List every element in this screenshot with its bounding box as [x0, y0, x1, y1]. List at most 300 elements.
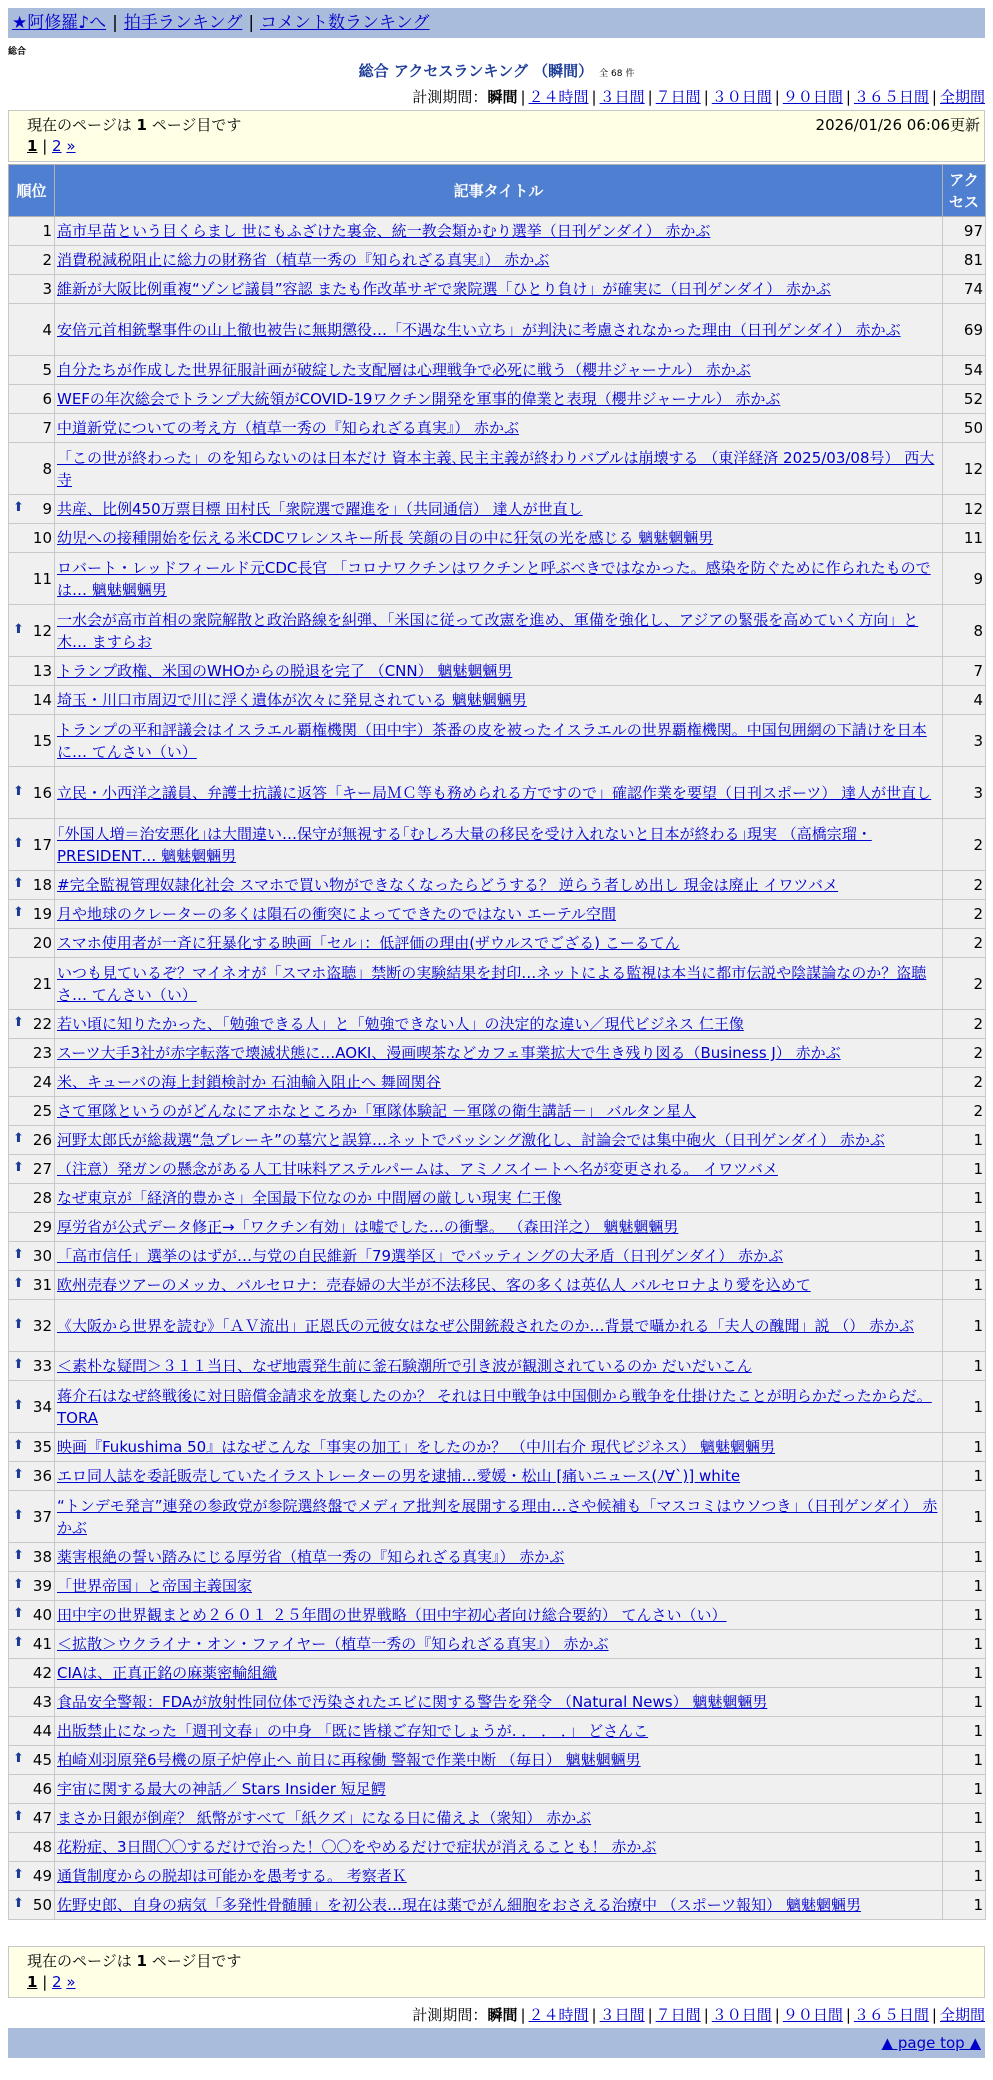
rank-number: 33 — [32, 1357, 52, 1375]
title-cell — [55, 1659, 943, 1688]
article-link[interactable]: 通貨制度からの脱却は可能かを愚考する。 考察者Ｋ — [57, 1867, 407, 1885]
rank-number: 50 — [32, 1896, 52, 1914]
article-link[interactable]: 「この世が終わった」のを知らないのは日本だけ 資本主義､民主主義が終わりバブルは崩壊する （東洋経済 2025/03/08号） 西大寺 — [57, 448, 935, 489]
rank-cell — [9, 1804, 55, 1833]
article-link[interactable]: 立民・小西洋之議員、弁護士抗議に返答「キー局ＭＣ等も務められる方ですので」確認作業を要望（日刊スポーツ） 達人が世直し — [57, 783, 932, 802]
rank-number: 19 — [32, 905, 52, 923]
access-count: 1 — [943, 1126, 986, 1155]
arrow-up-icon: ⬆ — [13, 1467, 24, 1482]
ranking-table — [8, 164, 986, 1920]
article-link[interactable]: 「世界帝国」と帝国主義国家 — [57, 1577, 253, 1595]
rank-number: 13 — [32, 662, 52, 680]
rank-cell — [9, 1572, 55, 1601]
rank-cell — [9, 1010, 55, 1039]
rank-cell — [9, 1213, 55, 1242]
article-link[interactable]: WEFの年次総会でトランプ大統領がCOVID-19ワクチン開発を軍事的偉業と表現（櫻井ジャーナル） 赤かぶ — [57, 390, 781, 408]
arrow-up-icon: ⬆ — [13, 876, 24, 891]
arrow-up-icon: ⬆ — [13, 1247, 24, 1262]
period-link-90d[interactable]: ９０日間 — [782, 2006, 843, 2024]
access-count: 7 — [943, 657, 986, 686]
table-row — [9, 657, 986, 686]
rank-number: 45 — [32, 1751, 52, 1769]
table-row — [9, 605, 986, 657]
rank-cell — [9, 767, 55, 819]
top-nav-bar — [8, 8, 985, 38]
arrow-up-icon: ⬆ — [13, 1867, 24, 1882]
article-link[interactable]: ロバート・レッドフィールド元CDC長官 「コロナワクチンはワクチンと呼ぶべきではなかった。感染を防ぐために作られたものでは… 魑魅魍魎男 — [57, 558, 931, 599]
rank-number: 20 — [32, 934, 52, 952]
access-count: 1 — [943, 1213, 986, 1242]
access-count: 1 — [943, 1543, 986, 1572]
rank-cell — [9, 1630, 55, 1659]
access-count: 1 — [943, 1352, 986, 1381]
table-row — [9, 304, 986, 356]
access-count: 9 — [943, 553, 986, 605]
ranking-title: 総合 アクセスランキング （瞬間） — [358, 62, 594, 80]
arrow-up-icon: ⬆ — [13, 1548, 24, 1563]
article-link[interactable]: 中道新党についての考え方（植草一秀の『知られざる真実』） 赤かぶ — [57, 419, 519, 437]
rank-number: 16 — [32, 783, 52, 802]
title-cell — [55, 1381, 943, 1433]
arrow-up-icon: ⬆ — [13, 1160, 24, 1175]
article-link[interactable]: 幼児への接種開始を伝える米CDCワレンスキー所長 笑顔の目の中に狂気の光を感じる 魑魅魍魎男 — [57, 529, 714, 547]
arrow-up-icon: ⬆ — [13, 1577, 24, 1592]
table-row — [9, 524, 986, 553]
page-info-top — [8, 110, 985, 162]
category-label: 総合 — [8, 47, 27, 57]
page-current: 1 — [27, 137, 38, 155]
article-link[interactable]: 映画『Fukushima 50』はなぜこんな「事実の加工」をしたのか？ （中川右介 現代ビジネス） 魑魅魍魎男 — [57, 1438, 776, 1456]
article-link[interactable]: 食品安全警報：FDAが放射性同位体で汚染されたエビに関する警告を発令 （Natural News） 魑魅魍魎男 — [57, 1693, 768, 1711]
title-cell — [55, 686, 943, 715]
access-count: 1 — [943, 1572, 986, 1601]
title-cell — [55, 1746, 943, 1775]
rank-number: 34 — [32, 1397, 52, 1416]
page-info-bottom — [8, 1946, 985, 1998]
article-link[interactable]: 蒋介石はなぜ終戦後に対日賠償金請求を放棄したのか？ それは日中戦争は中国側から戦争を仕掛けたことが明らかだったからだ。 TORA — [57, 1386, 932, 1427]
rank-number: 41 — [32, 1635, 52, 1653]
table-row — [9, 1601, 986, 1630]
arrow-up-icon: ⬆ — [13, 1357, 24, 1372]
period-link-30d[interactable]: ３０日間 — [711, 2006, 772, 2024]
rank-number: 31 — [32, 1276, 52, 1294]
article-link[interactable]: “トンデモ発言”連発の参政党が参院選終盤でメディア批判を展開する理由…さや候補も「マスコミはウソつき」（日刊ゲンダイ） 赤かぶ — [57, 1496, 938, 1537]
rank-cell — [9, 1462, 55, 1491]
arrow-up-icon: ⬆ — [13, 1606, 24, 1621]
rank-cell — [9, 246, 55, 275]
article-link[interactable]: スマホ使用者が一斉に狂暴化する映画「セル」：低評価の理由(ザウルスでござる) こーるてん — [57, 934, 680, 952]
table-row — [9, 1039, 986, 1068]
arrow-up-icon: ⬆ — [13, 1507, 24, 1523]
rank-cell — [9, 1271, 55, 1300]
article-link[interactable]: ＜素朴な疑問＞３１１当日、なぜ地震発生前に釜石験潮所で引き波が観測されているのか だいだいこん — [57, 1357, 752, 1375]
table-row — [9, 217, 986, 246]
access-count: 81 — [943, 246, 986, 275]
title-cell — [55, 929, 943, 958]
article-link[interactable]: 月や地球のクレーターの多くは隕石の衝突によってできたのではない エーテル空間 — [57, 905, 617, 923]
period-link-24h[interactable]: ２４時間 — [528, 2006, 589, 2024]
rank-cell — [9, 275, 55, 304]
period-link-7d[interactable]: ７日間 — [655, 2006, 701, 2024]
table-row — [9, 715, 986, 767]
period-link-3d[interactable]: ３日間 — [599, 88, 645, 106]
rank-number: 44 — [32, 1722, 52, 1740]
article-link[interactable]: 「高市信任」選挙のはずが…与党の自民維新「79選挙区」でバッティングの大矛盾（日刊ゲンダイ） 赤かぶ — [57, 1247, 784, 1265]
rank-cell — [9, 1155, 55, 1184]
page-link-2[interactable]: 2 — [52, 1973, 62, 1991]
arrow-up-icon: ⬆ — [13, 835, 24, 851]
rank-cell — [9, 443, 55, 495]
access-count: 1 — [943, 1462, 986, 1491]
title-cell — [55, 1213, 943, 1242]
table-row — [9, 1097, 986, 1126]
rank-number: 11 — [32, 569, 52, 588]
title-cell — [55, 385, 943, 414]
arrow-up-icon: ⬆ — [13, 1397, 24, 1413]
rank-cell — [9, 1184, 55, 1213]
article-link[interactable]: 維新が大阪比例重複“ゾンビ議員”容認 またも作改革サギで衆院選「ひとり負け」が確実に（日刊ゲンダイ） 赤かぶ — [57, 280, 831, 298]
updated-timestamp: 2026/01/26 06:06更新 — [815, 116, 980, 134]
arrow-up-icon: ⬆ — [13, 1438, 24, 1453]
table-row — [9, 1804, 986, 1833]
table-row — [9, 900, 986, 929]
arrow-up-icon: ⬆ — [13, 1276, 24, 1291]
period-link-365d[interactable]: ３６５日間 — [853, 2006, 929, 2024]
page-current: 1 — [27, 1973, 38, 1991]
rank-cell — [9, 356, 55, 385]
arrow-up-icon: ⬆ — [13, 1015, 24, 1030]
rank-cell — [9, 1491, 55, 1543]
period-link-365d[interactable]: ３６５日間 — [853, 88, 929, 106]
title-cell — [55, 958, 943, 1010]
table-row — [9, 356, 986, 385]
table-row — [9, 495, 986, 524]
rank-number: 21 — [32, 974, 52, 993]
title-cell — [55, 1097, 943, 1126]
nav-link-asyura[interactable]: ★阿修羅♪へ — [12, 13, 107, 33]
access-count: 1 — [943, 1300, 986, 1352]
page-title — [0, 60, 993, 81]
article-link[interactable]: スーツ大手3社が赤字転落で壊滅状態に…AOKI、漫画喫茶などカフェ事業拡大で生き残り図る（Business J） 赤かぶ — [57, 1044, 841, 1062]
article-link[interactable]: 出版禁止になった「週刊文春」の中身 「既に皆様ご存知でしょうが. ． ． ．」 どさんこ — [57, 1722, 649, 1740]
article-link[interactable]: 薬害根絶の誓い踏みにじる厚労省（植草一秀の『知られざる真実』） 赤かぶ — [57, 1548, 565, 1566]
title-cell — [55, 767, 943, 819]
access-count: 50 — [943, 414, 986, 443]
rank-cell — [9, 900, 55, 929]
title-cell — [55, 1300, 943, 1352]
header-rank: 順位 — [9, 165, 55, 217]
table-row — [9, 1630, 986, 1659]
article-link[interactable]: ＜拡散＞ウクライナ・オン・ファイヤー（植草一秀の『知られざる真実』） 赤かぶ — [57, 1635, 609, 1653]
access-count: 2 — [943, 819, 986, 871]
rank-number: 15 — [32, 731, 52, 750]
title-cell — [55, 356, 943, 385]
arrow-up-icon: ⬆ — [13, 1131, 24, 1146]
article-link[interactable]: 厚労省が公式データ修正→「ワクチン有効」は嘘でした…の衝撃。 （森田洋之） 魑魅魍魎男 — [57, 1218, 679, 1236]
access-count: 1 — [943, 1630, 986, 1659]
nav-link-clap-ranking[interactable]: 拍手ランキング — [123, 13, 243, 33]
arrow-up-icon: ⬆ — [13, 1316, 24, 1332]
article-link[interactable]: （注意）発ガンの懸念がある人工甘味料アステルパームは、アミノスイートへ名が変更される。 イワツバメ — [57, 1160, 778, 1178]
rank-number: 12 — [32, 621, 52, 640]
period-link-90d[interactable]: ９０日間 — [782, 88, 843, 106]
title-cell — [55, 871, 943, 900]
rank-cell — [9, 1543, 55, 1572]
article-link[interactable]: CIAは、正真正銘の麻薬密輸組織 — [57, 1664, 278, 1682]
arrow-up-icon: ⬆ — [13, 500, 24, 515]
rank-number: 8 — [42, 459, 52, 478]
rank-cell — [9, 1097, 55, 1126]
table-row — [9, 929, 986, 958]
access-count: 1 — [943, 1833, 986, 1862]
table-row — [9, 1659, 986, 1688]
rank-cell — [9, 871, 55, 900]
article-link[interactable]: 共産、比例450万票目標 田村氏「衆院選で躍進を」（共同通信） 達人が世直し — [57, 500, 583, 518]
title-cell — [55, 1039, 943, 1068]
article-link[interactable]: 河野太郎氏が総裁選“急ブレーキ”の墓穴と誤算…ネットでバッシング激化し、討論会では集中砲火（日刊ゲンダイ） 赤かぶ — [57, 1131, 885, 1149]
title-cell — [55, 217, 943, 246]
access-count: 1 — [943, 1433, 986, 1462]
rank-cell — [9, 1039, 55, 1068]
rank-cell — [9, 385, 55, 414]
table-row — [9, 1775, 986, 1804]
title-cell — [55, 1630, 943, 1659]
access-count: 54 — [943, 356, 986, 385]
article-link[interactable]: 佐野史郎、自身の病気「多発性骨髄腫」を初公表…現在は薬でがん細胞をおさえる治療中 （スポーツ報知） 魑魅魍魎男 — [57, 1896, 861, 1914]
title-cell — [55, 304, 943, 356]
access-count: 1 — [943, 1242, 986, 1271]
rank-cell — [9, 1126, 55, 1155]
title-cell — [55, 1126, 943, 1155]
period-link-24h[interactable]: ２４時間 — [528, 88, 589, 106]
title-cell — [55, 495, 943, 524]
rank-cell — [9, 1433, 55, 1462]
total-count: 全 68 件 — [599, 69, 635, 79]
article-link[interactable]: 柏崎刈羽原発6号機の原子炉停止へ 前日に再稼働 警報で作業中断 （毎日） 魑魅魍魎男 — [57, 1751, 641, 1769]
table-row — [9, 1184, 986, 1213]
nav-separator: | — [248, 13, 255, 33]
title-cell — [55, 657, 943, 686]
arrow-up-icon: ⬆ — [13, 1751, 24, 1766]
rank-number: 40 — [32, 1606, 52, 1624]
table-row — [9, 1126, 986, 1155]
period-link-7d[interactable]: ７日間 — [655, 88, 701, 106]
period-link-all[interactable]: 全期間 — [939, 2006, 985, 2024]
rank-number: 14 — [32, 691, 52, 709]
rank-number: 35 — [32, 1438, 52, 1456]
article-link[interactable]: 一水会が高市首相の衆院解散と政治路線を糾弾、「米国に従って改憲を進め、軍備を強化し、アジアの緊張を高めていく方向」と木… ますらお — [57, 610, 919, 651]
article-link[interactable]: 若い頃に知りたかった、「勉強できる人」と「勉強できない人」の決定的な違い／現代ビジネス 仁王像 — [57, 1015, 744, 1033]
table-row — [9, 1068, 986, 1097]
rank-cell — [9, 1717, 55, 1746]
access-count: 1 — [943, 1601, 986, 1630]
article-link[interactable]: いつも見ているぞ？マイネオが「スマホ盗聴」禁断の実験結果を封印…ネットによる監視は本当に都市伝説や陰謀論なのか？盗聴さ… てんさい（い） — [57, 963, 927, 1004]
access-count: 12 — [943, 495, 986, 524]
table-row — [9, 819, 986, 871]
table-row — [9, 1213, 986, 1242]
article-link[interactable]: 高市早苗という目くらまし 世にもふざけた裏金、統一教会類かむり選挙（日刊ゲンダイ） 赤かぶ — [57, 222, 711, 240]
rank-cell — [9, 1746, 55, 1775]
nav-separator: | — [112, 13, 118, 33]
access-count: 2 — [943, 900, 986, 929]
access-count: 3 — [943, 715, 986, 767]
rank-number: 3 — [42, 280, 52, 298]
article-link[interactable]: トランプ政権、米国のWHOからの脱退を完了 （CNN） 魑魅魍魎男 — [57, 662, 513, 680]
period-link-30d[interactable]: ３０日間 — [711, 88, 772, 106]
article-link[interactable]: 米、キューバの海上封鎖検討か 石油輸入阻止へ 舞岡関谷 — [57, 1073, 441, 1091]
table-row — [9, 1717, 986, 1746]
title-cell — [55, 553, 943, 605]
pagination-bottom: 1 | 2 » — [27, 1973, 76, 1991]
rank-number: 10 — [32, 529, 52, 547]
article-link[interactable]: ｢外国人増＝治安悪化｣は大間違い…保守が無視する｢むしろ大量の移民を受け入れないと日本が終わる｣現実 （高橋宗瑠・PRESIDENT… 魑魅魍魎男 — [57, 824, 872, 865]
rank-cell — [9, 686, 55, 715]
rank-number: 17 — [32, 835, 52, 854]
rank-number: 46 — [32, 1780, 52, 1798]
article-link[interactable]: #完全監視管理奴隷化社会 スマホで買い物ができなくなったらどうする？ 逆らう者しめ出し 現金は廃止 イワツバメ — [57, 876, 839, 894]
rank-number: 4 — [42, 320, 52, 339]
period-label: 計測期間： — [412, 2006, 488, 2024]
arrow-up-icon: ⬆ — [13, 905, 24, 920]
article-link[interactable]: なぜ東京が「経済的豊かさ」全国最下位なのか 中間層の厳しい現実 仁王像 — [57, 1189, 562, 1207]
table-row — [9, 871, 986, 900]
access-count: 69 — [943, 304, 986, 356]
article-link[interactable]: 田中宇の世界観まとめ２６０１ ２５年間の世界戦略（田中宇初心者向け総合要約） てんさい（い） — [57, 1606, 727, 1624]
article-link[interactable]: まさか日銀が倒産？ 紙幣がすべて「紙クズ」になる日に備えよ（衆知） 赤かぶ — [57, 1809, 592, 1827]
rank-cell — [9, 1688, 55, 1717]
title-cell — [55, 1352, 943, 1381]
access-count: 2 — [943, 958, 986, 1010]
access-count: 1 — [943, 1184, 986, 1213]
arrow-up-icon: ⬆ — [13, 783, 24, 799]
page-info-text: 現在のページは 1 ページ目です — [27, 116, 242, 134]
rank-number: 43 — [32, 1693, 52, 1711]
title-cell — [55, 1433, 943, 1462]
title-cell — [55, 1717, 943, 1746]
table-row — [9, 1543, 986, 1572]
rank-number: 32 — [32, 1316, 52, 1335]
table-row — [9, 553, 986, 605]
page-next-link[interactable]: » — [66, 137, 76, 155]
access-count: 97 — [943, 217, 986, 246]
access-count: 12 — [943, 443, 986, 495]
table-row — [9, 385, 986, 414]
title-cell — [55, 275, 943, 304]
title-cell — [55, 605, 943, 657]
header-title: 記事タイトル — [55, 165, 943, 217]
rank-number: 22 — [32, 1015, 52, 1033]
article-link[interactable]: 埼玉・川口市周辺で川に浮く遺体が次々に発見されている 魑魅魍魎男 — [57, 691, 527, 709]
rank-number: 24 — [32, 1073, 52, 1091]
rank-number: 28 — [32, 1189, 52, 1207]
rank-number: 18 — [32, 876, 52, 894]
title-cell — [55, 1491, 943, 1543]
access-count: 2 — [943, 1010, 986, 1039]
title-cell — [55, 1010, 943, 1039]
arrow-up-icon: ⬆ — [13, 1635, 24, 1650]
page-top-link[interactable]: ▲ page top ▲ — [881, 2034, 981, 2052]
rank-cell — [9, 929, 55, 958]
article-link[interactable]: 欧州売春ツアーのメッカ、バルセロナ：売春婦の大半が不法移民、客の多くは英仏人 バルセロナより愛を込めて — [57, 1276, 811, 1294]
rank-number: 2 — [42, 251, 52, 269]
article-link[interactable]: 宇宙に関する最大の神話／ Stars Insider 短足鰐 — [57, 1780, 386, 1798]
table-header-row — [9, 165, 986, 217]
table-row — [9, 414, 986, 443]
access-count: 1 — [943, 1775, 986, 1804]
rank-number: 1 — [42, 222, 52, 240]
access-count: 8 — [943, 605, 986, 657]
access-count: 1 — [943, 1717, 986, 1746]
rank-cell — [9, 1068, 55, 1097]
rank-number: 29 — [32, 1218, 52, 1236]
rank-cell — [9, 819, 55, 871]
access-count: 1 — [943, 1891, 986, 1920]
rank-cell — [9, 1775, 55, 1804]
period-link-3d[interactable]: ３日間 — [599, 2006, 645, 2024]
article-link[interactable]: エロ同人誌を委託販売していたイラストレーターの男を逮捕…愛媛・松山 [痛いニュース(ﾉ∀`)] white — [57, 1467, 741, 1485]
footer-bar — [8, 2028, 985, 2058]
title-cell — [55, 1155, 943, 1184]
nav-link-comment-ranking[interactable]: コメント数ランキング — [260, 13, 430, 33]
access-count: 2 — [943, 1097, 986, 1126]
table-row — [9, 1891, 986, 1920]
table-row — [9, 1491, 986, 1543]
article-link[interactable]: 花粉症、3日間〇〇するだけで治った！〇〇をやめるだけで症状が消えることも！ 赤かぶ — [57, 1838, 657, 1856]
period-link-all[interactable]: 全期間 — [939, 88, 985, 106]
access-count: 11 — [943, 524, 986, 553]
table-row — [9, 1271, 986, 1300]
title-cell — [55, 1242, 943, 1271]
access-count: 2 — [943, 1039, 986, 1068]
access-count: 1 — [943, 1862, 986, 1891]
table-row — [9, 1862, 986, 1891]
article-link[interactable]: 安倍元首相銃撃事件の山上徹也被告に無期懲役…「不遇な生い立ち」が判決に考慮されなかった理由（日刊ゲンダイ） 赤かぶ — [57, 320, 901, 339]
rank-cell — [9, 414, 55, 443]
page-info-text: 現在のページは 1 ページ目です — [27, 1952, 242, 1970]
page-next-link[interactable]: » — [66, 1973, 76, 1991]
title-cell — [55, 1804, 943, 1833]
access-count: 1 — [943, 1381, 986, 1433]
period-selector-bottom: 計測期間：瞬間 | ２４時間 | ３日間 | ７日間 | ３０日間 | ９０日間 | ３６５日間 | 全期間 — [412, 2006, 985, 2024]
article-link[interactable]: トランプの平和評議会はイスラエル覇権機関（田中宇）茶番の皮を被ったイスラエルの世界覇権機関。中国包囲網の下請けを日本に… てんさい（い） — [57, 720, 927, 761]
title-cell — [55, 1572, 943, 1601]
article-link[interactable]: 消費税減税阻止に総力の財務省（植草一秀の『知られざる真実』） 赤かぶ — [57, 251, 550, 269]
article-link[interactable]: 自分たちが作成した世界征服計画が破綻した支配層は心理戦争で必死に戦う（櫻井ジャーナル） 赤かぶ — [57, 361, 751, 379]
title-cell — [55, 1688, 943, 1717]
arrow-up-icon: ⬆ — [13, 1809, 24, 1824]
rank-cell — [9, 304, 55, 356]
table-row — [9, 1433, 986, 1462]
rank-number: 49 — [32, 1867, 52, 1885]
table-row — [9, 958, 986, 1010]
page-link-2[interactable]: 2 — [52, 137, 62, 155]
rank-cell — [9, 1242, 55, 1271]
access-count: 4 — [943, 686, 986, 715]
title-cell — [55, 1833, 943, 1862]
table-row — [9, 246, 986, 275]
article-link[interactable]: さて軍隊というのがどんなにアホなところか「軍隊体験記 －軍隊の衛生講話－」 バルタン星人 — [57, 1102, 696, 1120]
rank-cell — [9, 524, 55, 553]
rank-number: 27 — [32, 1160, 52, 1178]
title-cell — [55, 1775, 943, 1804]
title-cell — [55, 246, 943, 275]
table-row — [9, 1381, 986, 1433]
pagination-top: 1 | 2 » — [27, 137, 76, 155]
article-link[interactable]: 《大阪から世界を読む》「ＡＶ流出」正恩氏の元彼女はなぜ公開銃殺されたのか…背景で囁かれる「夫人の醜聞」説 （） 赤かぶ — [57, 1316, 915, 1335]
table-row — [9, 1833, 986, 1862]
title-cell — [55, 1184, 943, 1213]
period-current: 瞬間 — [487, 2006, 518, 2024]
